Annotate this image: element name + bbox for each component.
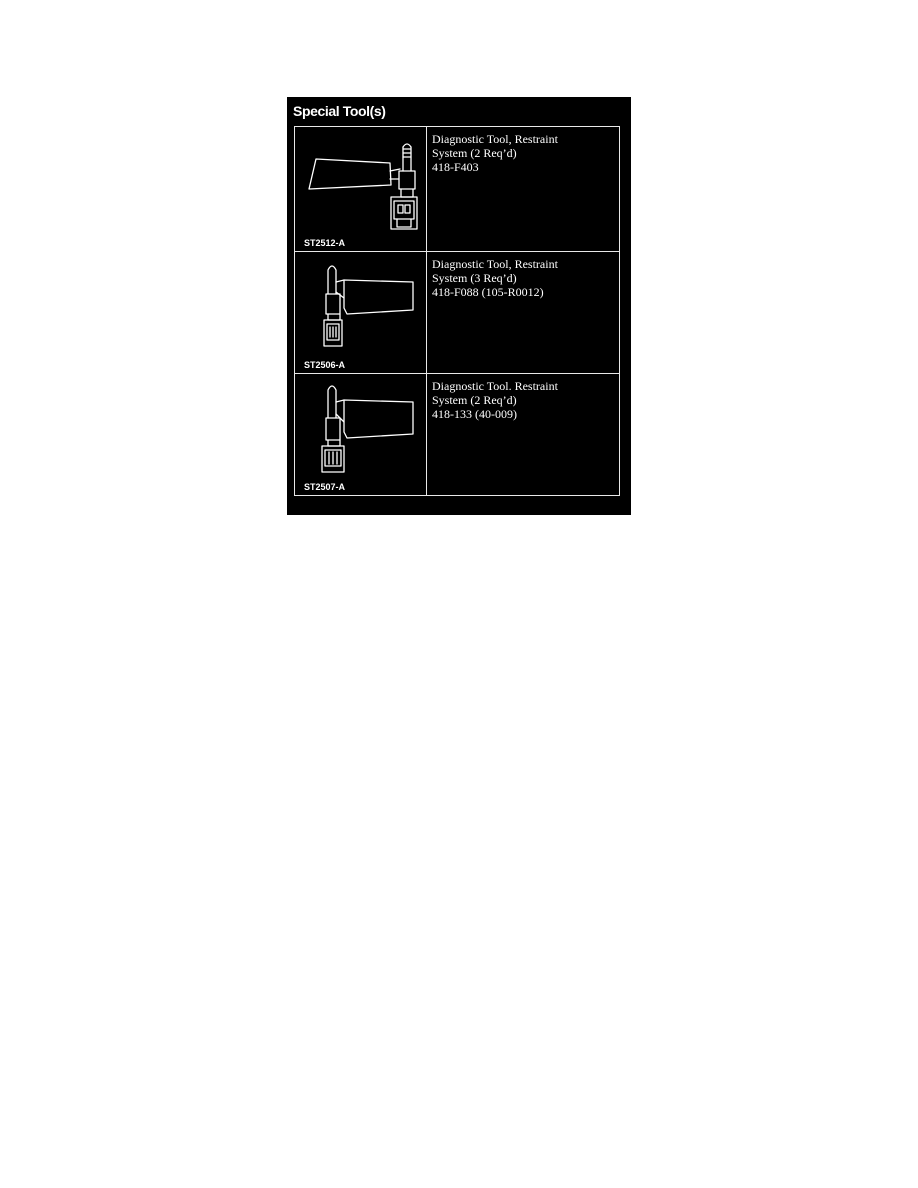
restraint-diagnostic-tool-icon bbox=[295, 127, 427, 251]
tool-description-line: System (3 Req’d) bbox=[432, 271, 517, 285]
panel-title: Special Tool(s) bbox=[293, 103, 386, 119]
special-tools-table bbox=[294, 126, 620, 496]
tool-image-cell bbox=[295, 252, 427, 373]
restraint-diagnostic-tool-icon bbox=[295, 374, 427, 496]
tool-description bbox=[432, 132, 612, 174]
tool-row bbox=[295, 373, 619, 495]
tool-part-number: 418-133 (40-009) bbox=[432, 407, 517, 421]
tool-description-line: System (2 Req’d) bbox=[432, 393, 517, 407]
tool-description bbox=[432, 379, 612, 421]
tool-part-number: 418-F403 bbox=[432, 160, 479, 174]
tool-image-cell bbox=[295, 127, 427, 251]
special-tools-panel bbox=[287, 97, 631, 515]
tool-part-number: 418-F088 (105-R0012) bbox=[432, 285, 544, 299]
tool-code: ST2512-A bbox=[304, 238, 346, 248]
tool-description-line: Diagnostic Tool. Restraint bbox=[432, 379, 558, 393]
tool-code: ST2506-A bbox=[304, 360, 346, 370]
tool-row bbox=[295, 127, 619, 251]
tool-image-cell bbox=[295, 374, 427, 495]
tool-description bbox=[432, 257, 612, 299]
tool-code: ST2507-A bbox=[304, 482, 346, 492]
tool-description-line: Diagnostic Tool, Restraint bbox=[432, 257, 558, 271]
tool-description-line: System (2 Req’d) bbox=[432, 146, 517, 160]
tool-row bbox=[295, 251, 619, 373]
tool-description-line: Diagnostic Tool, Restraint bbox=[432, 132, 558, 146]
restraint-diagnostic-tool-icon bbox=[295, 252, 427, 374]
